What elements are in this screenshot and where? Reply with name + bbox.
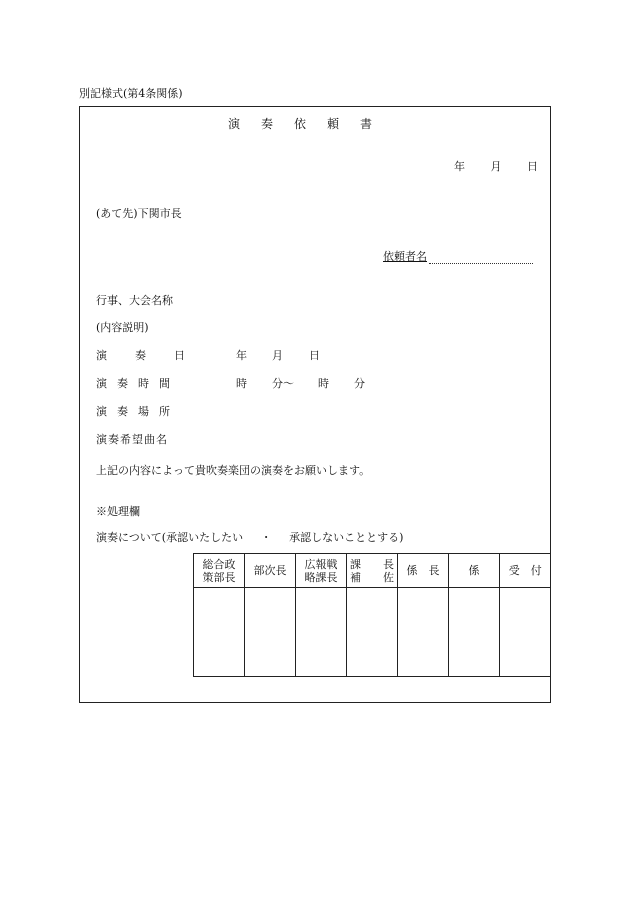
perf-date-year: 年: [236, 349, 247, 362]
header-staff: 係: [449, 554, 500, 588]
stamp-cell[interactable]: [347, 588, 398, 677]
requester-name-field[interactable]: [429, 251, 533, 264]
time-hour-1: 時: [236, 377, 247, 390]
stamp-cell[interactable]: [194, 588, 245, 677]
approval-header-row: [194, 554, 551, 588]
form-header-note: 別記様式(第4条関係): [79, 87, 183, 100]
requester-line: [383, 248, 533, 264]
requester-label: 依頼者名: [383, 250, 427, 263]
header-section-head: 係 長: [398, 554, 449, 588]
approval-suffix: 承認しないこととする): [289, 531, 404, 544]
header-reception: 受 付: [500, 554, 551, 588]
stamp-cell[interactable]: [500, 588, 551, 677]
perf-songs-label: 演奏希望曲名: [96, 433, 168, 446]
date-day: 日: [527, 160, 538, 173]
event-name-label: 行事、大会名称: [96, 294, 173, 307]
stamp-cell[interactable]: [449, 588, 500, 677]
stamp-cell[interactable]: [398, 588, 449, 677]
perf-place-label: 演奏場所: [96, 405, 180, 418]
time-min-1: 分〜: [272, 377, 294, 390]
stamp-cell[interactable]: [245, 588, 296, 677]
approval-separator: ・: [260, 531, 272, 544]
header-deputy-director: 部次長: [245, 554, 296, 588]
perf-time-label: 演奏時間: [96, 377, 180, 390]
approval-table: [193, 553, 551, 677]
perf-date-month: 月: [272, 349, 283, 362]
header-pr-strategy-chief: 広報戦 略課長: [296, 554, 347, 588]
approval-line: [96, 529, 403, 545]
content-desc-label: (内容説明): [96, 321, 149, 334]
date-year: 年: [454, 160, 465, 173]
addressee: (あて先)下関市長: [96, 207, 182, 220]
date-month: 月: [490, 160, 502, 173]
stamp-cell[interactable]: [296, 588, 347, 677]
perf-date-day: 日: [309, 349, 320, 362]
approval-prefix: 演奏について(承認いたしたい: [96, 531, 244, 544]
time-min-2: 分: [354, 377, 365, 390]
processing-label: ※処理欄: [96, 505, 140, 518]
approval-stamp-row: [194, 588, 551, 677]
time-hour-2: 時: [318, 377, 329, 390]
header-assistant-chief: 課 長 補 佐: [347, 554, 398, 588]
form-title: 演奏依頼書: [228, 117, 394, 131]
request-sentence: 上記の内容によって貴吹奏楽団の演奏をお願いします。: [96, 464, 371, 477]
header-general-policy-director: 総合政 策部長: [194, 554, 245, 588]
perf-date-label: 演奏日: [96, 349, 213, 362]
date-line: [454, 158, 538, 174]
